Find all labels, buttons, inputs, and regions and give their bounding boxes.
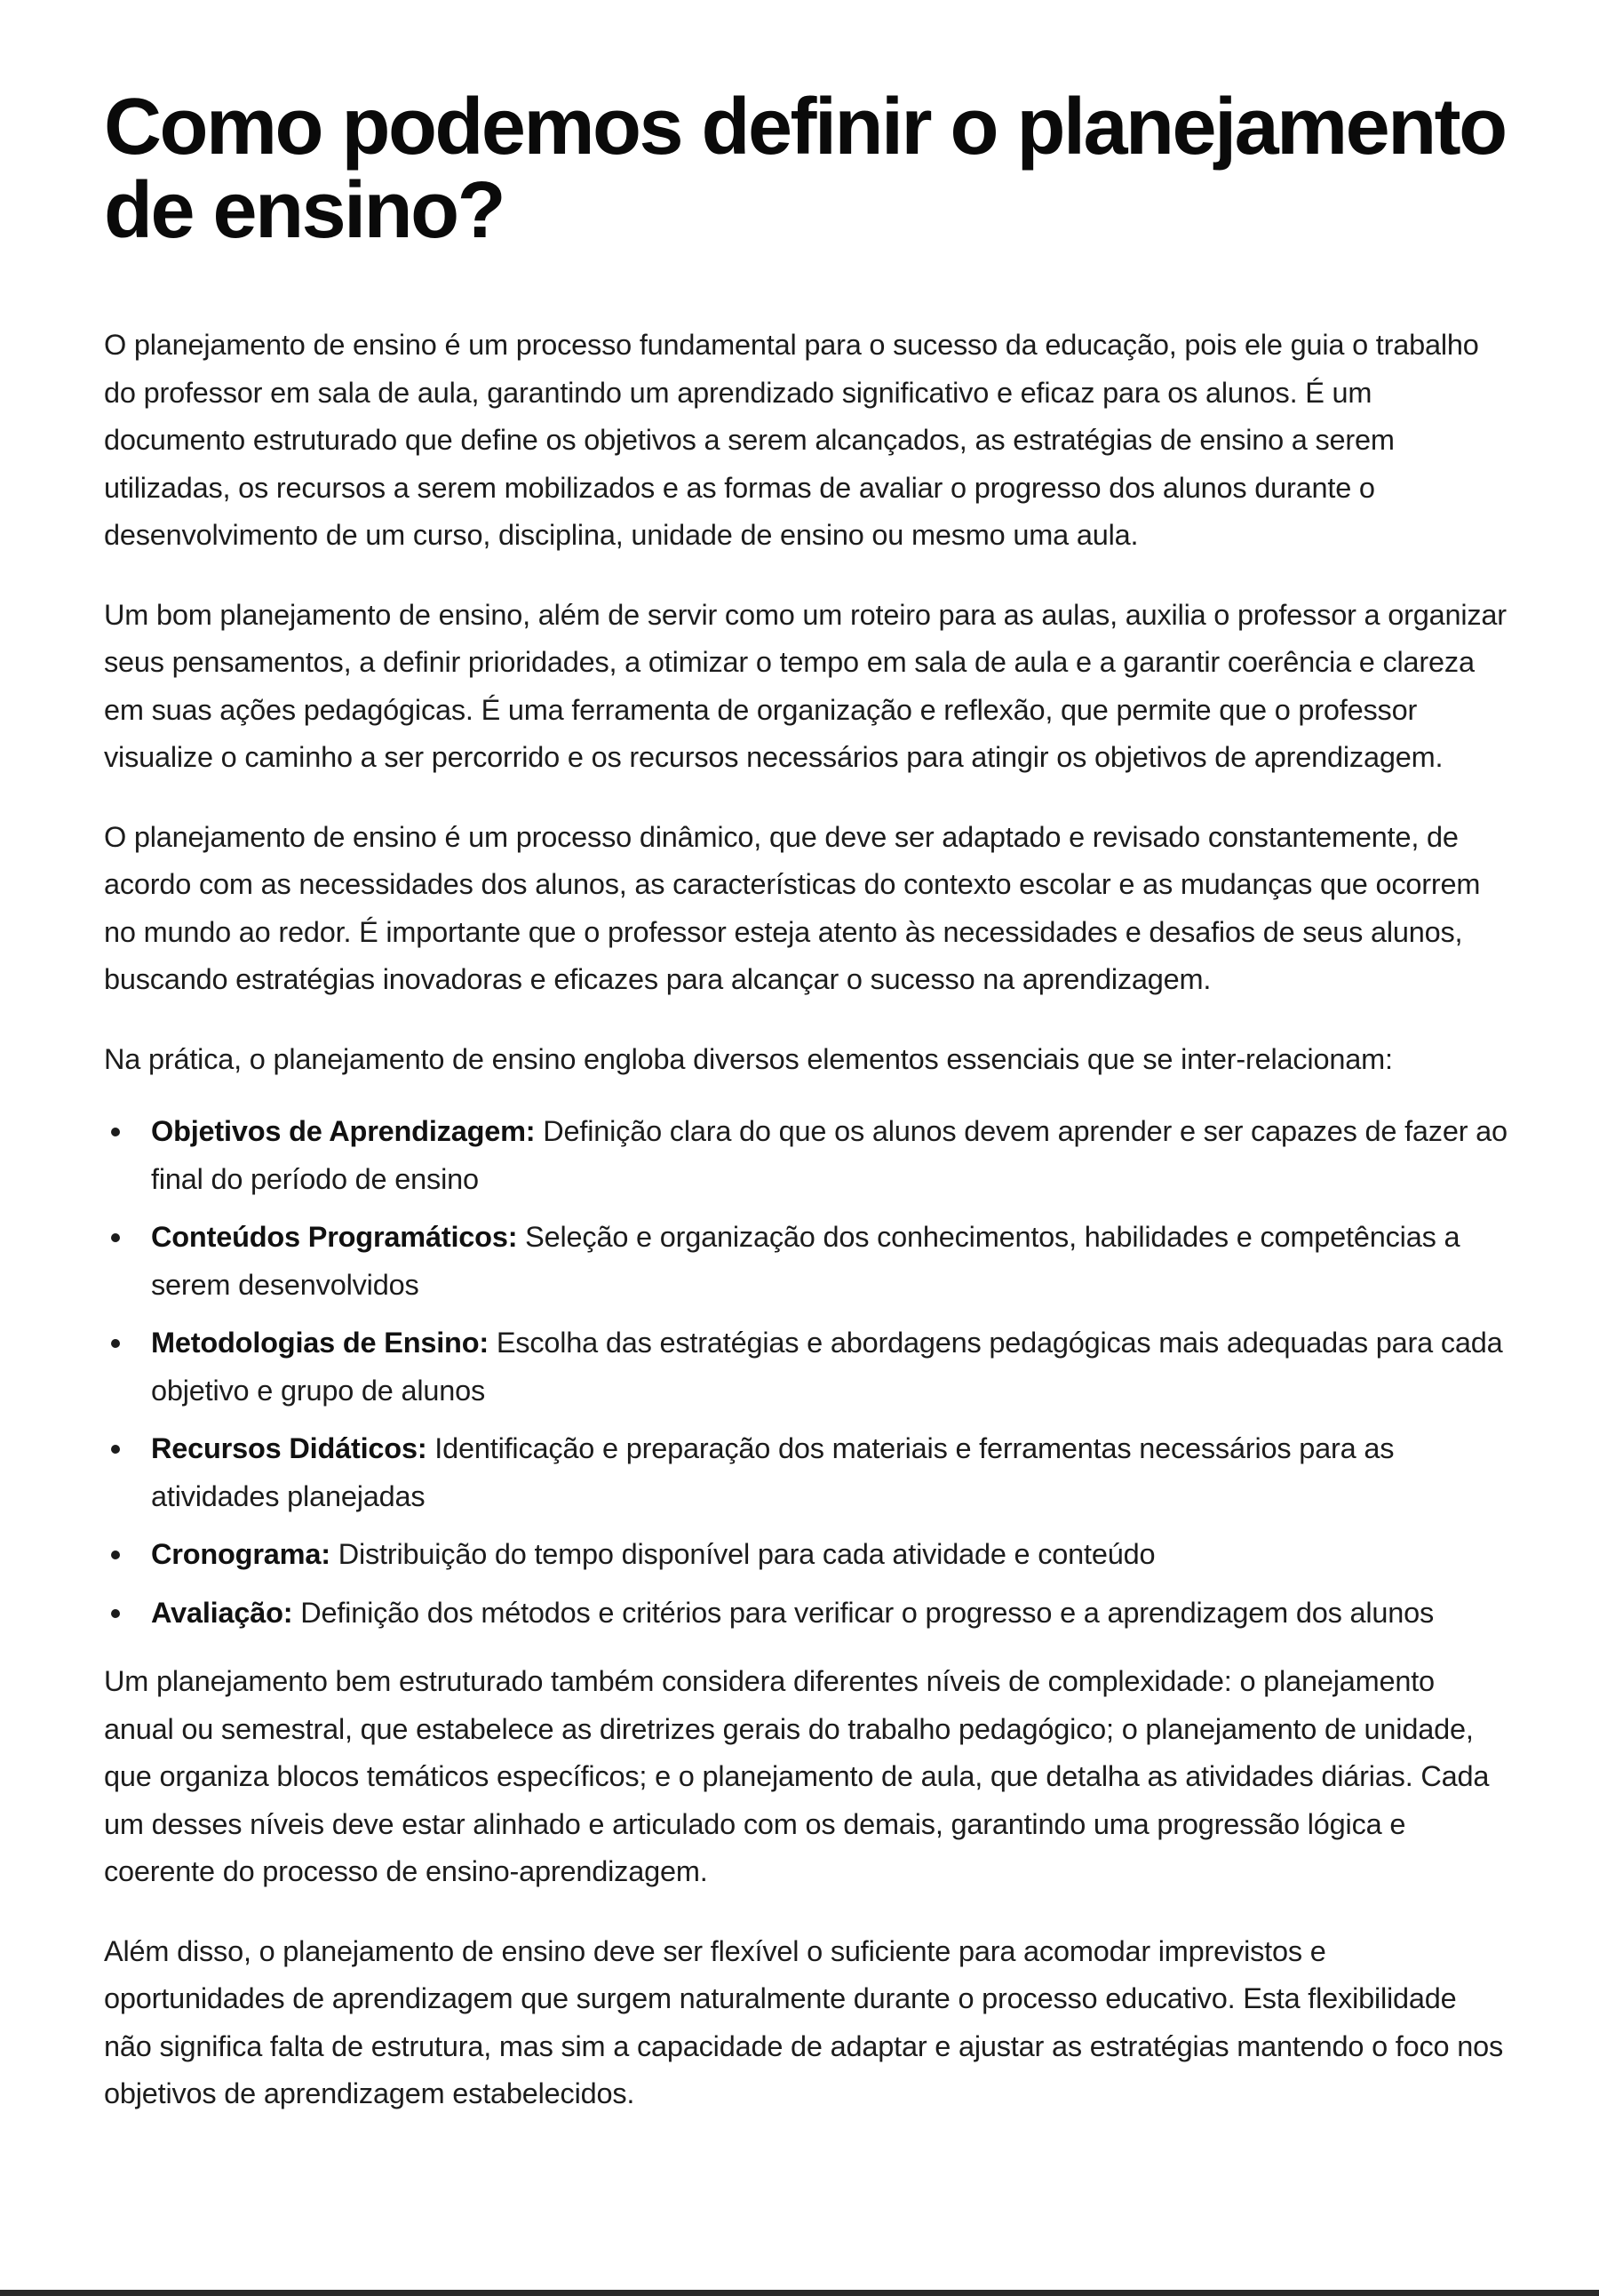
list-item-term: Metodologias de Ensino: <box>151 1327 489 1359</box>
page-title: Como podemos definir o planejamento de ensino? <box>104 83 1506 255</box>
bullet-icon <box>111 1551 120 1559</box>
elements-list <box>104 1108 1508 1637</box>
list-item-text: Distribuição do tempo disponível para cada atividade e conteúdo <box>330 1538 1156 1570</box>
list-item <box>104 1531 1508 1579</box>
bullet-icon <box>111 1609 120 1618</box>
list-item-text: Escolha das estratégias e abordagens pedagógicas mais adequadas para cada objetivo e grupo de alunos <box>151 1327 1503 1407</box>
list-item-term: Conteúdos Programáticos: <box>151 1221 518 1253</box>
paragraph-dynamic-process: O planejamento de ensino é um processo dinâmico, que deve ser adaptado e revisado constantemente, de acordo com as necessidades dos alunos, as características do contexto escolar e as mudanças que ocorrem no mundo ao redor. É importante que o professor esteja atento às necessidades e desafios de seus alunos, buscando estratégias inovadoras e eficazes para alcançar o sucesso na aprendizagem. <box>104 820 1481 995</box>
document-page <box>104 85 1508 2118</box>
bullet-icon <box>111 1128 120 1136</box>
bullet-icon <box>111 1233 120 1242</box>
paragraph-flexibility: Além disso, o planejamento de ensino deve ser flexível o suficiente para acomodar imprevistos e oportunidades de aprendizagem que surgem naturalmente durante o processo educativo. Esta flexibilidade não significa falta de estrutura, mas sim a capacidade de adaptar e ajustar as estratégias mantendo o foco nos objetivos de aprendizagem estabelecidos. <box>104 1934 1504 2109</box>
list-item-term: Avaliação: <box>151 1596 293 1629</box>
list-item-term: Cronograma: <box>151 1538 330 1570</box>
paragraph-good-planning: Um bom planejamento de ensino, além de servir como um roteiro para as aulas, auxilia o professor a organizar seus pensamentos, a definir prioridades, a otimizar o tempo em sala de aula e a garantir coerência e clareza em suas ações pedagógicas. É uma ferramenta de organização e reflexão, que permite que o professor visualize o caminho a ser percorrido e os recursos necessários para atingir os objetivos de aprendizagem. <box>104 598 1507 773</box>
paragraph-intro: O planejamento de ensino é um processo fundamental para o sucesso da educação, pois ele guia o trabalho do professor em sala de aula, garantindo um aprendizado significativo e eficaz para os alunos. É um documento estruturado que define os objetivos a serem alcançados, as estratégias de ensino a serem utilizadas, os recursos a serem mobilizados e as formas de avaliar o progresso dos alunos durante o desenvolvimento de um curso, disciplina, unidade de ensino ou mesmo uma aula. <box>104 329 1479 551</box>
list-item <box>104 1319 1508 1415</box>
list-item <box>104 1590 1508 1638</box>
list-item-text: Definição dos métodos e critérios para verificar o progresso e a aprendizagem dos alunos <box>292 1596 1435 1629</box>
paragraph-elements-intro: Na prática, o planejamento de ensino engloba diversos elementos essenciais que se inter-relacionam: <box>104 1042 1393 1075</box>
bottom-divider <box>0 2290 1599 2296</box>
list-item-text: Seleção e organização dos conhecimentos, habilidades e competências a serem desenvolvidos <box>151 1221 1460 1301</box>
list-item <box>104 1425 1508 1520</box>
bullet-icon <box>111 1339 120 1348</box>
list-item-text: Identificação e preparação dos materiais e ferramentas necessários para as atividades planejadas <box>151 1432 1395 1512</box>
list-item <box>104 1108 1508 1203</box>
list-item-text: Definição clara do que os alunos devem aprender e ser capazes de fazer ao final do período de ensino <box>151 1115 1508 1195</box>
bullet-icon <box>111 1445 120 1454</box>
list-item-term: Objetivos de Aprendizagem: <box>151 1115 536 1147</box>
paragraph-complexity-levels: Um planejamento bem estruturado também considera diferentes níveis de complexidade: o planejamento anual ou semestral, que estabelece as diretrizes gerais do trabalho pedagógico; o planejamento de unidade, que organiza blocos temáticos específicos; e o planejamento de aula, que detalha as atividades diárias. Cada um desses níveis deve estar alinhado e articulado com os demais, garantindo uma progressão lógica e coerente do processo de ensino-aprendizagem. <box>104 1665 1490 1887</box>
list-item-term: Recursos Didáticos: <box>151 1432 427 1464</box>
list-item <box>104 1214 1508 1309</box>
